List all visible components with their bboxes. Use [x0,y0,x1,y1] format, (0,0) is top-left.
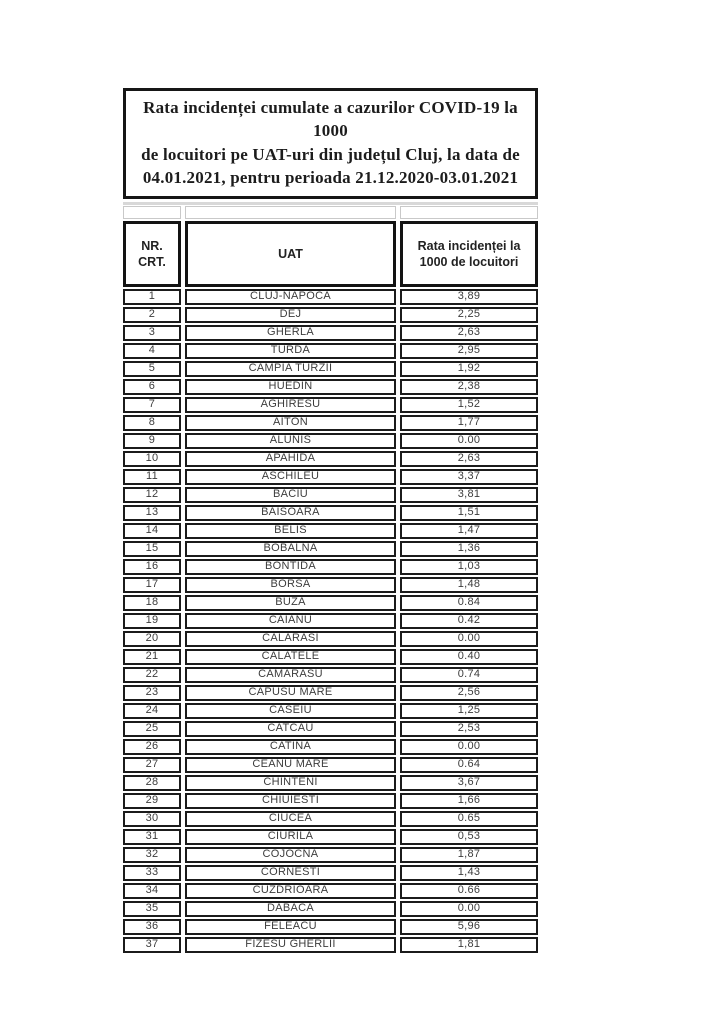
cell-uat-name: BORSA [185,577,396,593]
cell-uat-name: CALARASI [185,631,396,647]
cell-incidence-rate: 0.66 [400,883,538,899]
empty-spacer-row [123,202,538,219]
cell-incidence-rate: 1,87 [400,847,538,863]
table-row [123,829,538,845]
table-row [123,559,538,575]
cell-incidence-rate: 0.42 [400,613,538,629]
cell-uat-name: FIZESU GHERLII [185,937,396,953]
table-row [123,433,538,449]
table-row [123,451,538,467]
cell-incidence-rate: 3,67 [400,775,538,791]
cell-nr-crt: 36 [123,919,181,935]
table-row [123,865,538,881]
table-row [123,811,538,827]
cell-nr-crt: 12 [123,487,181,503]
table-row [123,397,538,413]
table-row [123,883,538,899]
cell-nr-crt: 30 [123,811,181,827]
table-row [123,775,538,791]
cell-nr-crt: 17 [123,577,181,593]
table-row [123,289,538,305]
cell-uat-name: BAISOARA [185,505,396,521]
cell-nr-crt: 29 [123,793,181,809]
cell-incidence-rate: 0,53 [400,829,538,845]
table-row [123,631,538,647]
table-body [123,289,538,953]
cell-nr-crt: 14 [123,523,181,539]
cell-nr-crt: 19 [123,613,181,629]
cell-nr-crt: 7 [123,397,181,413]
cell-uat-name: CAMARASU [185,667,396,683]
cell-incidence-rate: 3,81 [400,487,538,503]
cell-uat-name: DEJ [185,307,396,323]
cell-incidence-rate: 2,63 [400,451,538,467]
cell-uat-name: CAIANU [185,613,396,629]
cell-nr-crt: 13 [123,505,181,521]
table-row [123,325,538,341]
table-row [123,919,538,935]
table-row [123,595,538,611]
cell-uat-name: TURDA [185,343,396,359]
cell-nr-crt: 15 [123,541,181,557]
cell-nr-crt: 31 [123,829,181,845]
cell-uat-name: CEANU MARE [185,757,396,773]
cell-uat-name: CATINA [185,739,396,755]
cell-nr-crt: 21 [123,649,181,665]
table-row [123,847,538,863]
cell-incidence-rate: 1,81 [400,937,538,953]
cell-incidence-rate: 1,51 [400,505,538,521]
cell-incidence-rate: 3,37 [400,469,538,485]
cell-uat-name: AITON [185,415,396,431]
cell-uat-name: CHINTENI [185,775,396,791]
cell-incidence-rate: 2,25 [400,307,538,323]
table-row [123,361,538,377]
cell-uat-name: CLUJ-NAPOCA [185,289,396,305]
cell-uat-name: GHERLA [185,325,396,341]
cell-uat-name: ASCHILEU [185,469,396,485]
cell-incidence-rate: 0.84 [400,595,538,611]
cell-nr-crt: 34 [123,883,181,899]
cell-nr-crt: 28 [123,775,181,791]
cell-uat-name: AGHIRESU [185,397,396,413]
table-row [123,307,538,323]
cell-uat-name: CHIUIESTI [185,793,396,809]
cell-nr-crt: 24 [123,703,181,719]
cell-incidence-rate: 2,63 [400,325,538,341]
cell-uat-name: CAMPIA TURZII [185,361,396,377]
cell-incidence-rate: 2,38 [400,379,538,395]
cell-incidence-rate: 2,53 [400,721,538,737]
cell-incidence-rate: 0.00 [400,739,538,755]
cell-nr-crt: 35 [123,901,181,917]
cell-nr-crt: 20 [123,631,181,647]
title-line-3: 04.01.2021, pentru perioada 21.12.2020-03.01.2021 [142,168,519,188]
cell-uat-name: FELEACU [185,919,396,935]
cell-nr-crt: 4 [123,343,181,359]
cell-nr-crt: 10 [123,451,181,467]
cell-uat-name: CORNESTI [185,865,396,881]
table-row [123,613,538,629]
cell-uat-name: HUEDIN [185,379,396,395]
spacer-cell-uat [185,206,396,219]
cell-nr-crt: 33 [123,865,181,881]
col-header-rate: Rata incidenței la 1000 de locuitori [400,221,538,287]
cell-incidence-rate: 1,48 [400,577,538,593]
cell-uat-name: DABACA [185,901,396,917]
document-title [123,88,538,199]
title-line-1: Rata incidenței cumulate a cazurilor COVID-19 la 1000 [143,98,518,141]
scanned-table-document [123,88,538,955]
cell-incidence-rate: 0.40 [400,649,538,665]
cell-incidence-rate: 1,43 [400,865,538,881]
cell-nr-crt: 27 [123,757,181,773]
cell-incidence-rate: 1,36 [400,541,538,557]
table-row [123,667,538,683]
table-row [123,505,538,521]
cell-incidence-rate: 3,89 [400,289,538,305]
cell-uat-name: APAHIDA [185,451,396,467]
cell-nr-crt: 32 [123,847,181,863]
cell-nr-crt: 11 [123,469,181,485]
cell-uat-name: BUZA [185,595,396,611]
cell-incidence-rate: 2,95 [400,343,538,359]
cell-nr-crt: 5 [123,361,181,377]
title-line-2: de locuitori pe UAT-uri din județul Cluj, la data de [141,144,520,164]
col-header-uat: UAT [185,221,396,287]
table-row [123,469,538,485]
cell-incidence-rate: 0.00 [400,901,538,917]
cell-nr-crt: 2 [123,307,181,323]
table-row [123,685,538,701]
cell-nr-crt: 18 [123,595,181,611]
cell-uat-name: CIURILA [185,829,396,845]
cell-uat-name: ALUNIS [185,433,396,449]
cell-uat-name: COJOCNA [185,847,396,863]
cell-nr-crt: 16 [123,559,181,575]
cell-incidence-rate: 5,96 [400,919,538,935]
cell-nr-crt: 25 [123,721,181,737]
cell-incidence-rate: 1,03 [400,559,538,575]
table-row [123,721,538,737]
cell-incidence-rate: 1,77 [400,415,538,431]
cell-incidence-rate: 0.00 [400,433,538,449]
cell-uat-name: CALATELE [185,649,396,665]
cell-uat-name: BONTIDA [185,559,396,575]
cell-nr-crt: 9 [123,433,181,449]
cell-incidence-rate: 1,47 [400,523,538,539]
table-row [123,703,538,719]
table-row [123,937,538,953]
incidence-table [119,219,542,955]
cell-nr-crt: 1 [123,289,181,305]
cell-incidence-rate: 2,56 [400,685,538,701]
table-row [123,379,538,395]
table-row [123,757,538,773]
cell-incidence-rate: 1,92 [400,361,538,377]
cell-uat-name: CATCAU [185,721,396,737]
cell-incidence-rate: 1,66 [400,793,538,809]
cell-nr-crt: 3 [123,325,181,341]
cell-uat-name: BOBALNA [185,541,396,557]
cell-incidence-rate: 0.74 [400,667,538,683]
header-row [123,221,538,287]
table-row [123,901,538,917]
cell-incidence-rate: 1,52 [400,397,538,413]
cell-nr-crt: 37 [123,937,181,953]
table-row [123,793,538,809]
table-row [123,577,538,593]
spacer-cell-rate [400,206,538,219]
cell-uat-name: CASEIU [185,703,396,719]
cell-incidence-rate: 1,25 [400,703,538,719]
cell-uat-name: CIUCEA [185,811,396,827]
cell-incidence-rate: 0.64 [400,757,538,773]
table-row [123,523,538,539]
cell-incidence-rate: 0.00 [400,631,538,647]
table-row [123,343,538,359]
cell-nr-crt: 6 [123,379,181,395]
cell-uat-name: CUZDRIOARA [185,883,396,899]
cell-nr-crt: 26 [123,739,181,755]
cell-nr-crt: 22 [123,667,181,683]
cell-nr-crt: 23 [123,685,181,701]
table-header [123,221,538,287]
cell-uat-name: BACIU [185,487,396,503]
cell-incidence-rate: 0.65 [400,811,538,827]
table-row [123,487,538,503]
table-row [123,739,538,755]
table-row [123,415,538,431]
table-row [123,541,538,557]
col-header-nr-crt: NR. CRT. [123,221,181,287]
spacer-cell-nr [123,206,181,219]
cell-uat-name: BELIS [185,523,396,539]
cell-uat-name: CAPUSU MARE [185,685,396,701]
table-row [123,649,538,665]
cell-nr-crt: 8 [123,415,181,431]
